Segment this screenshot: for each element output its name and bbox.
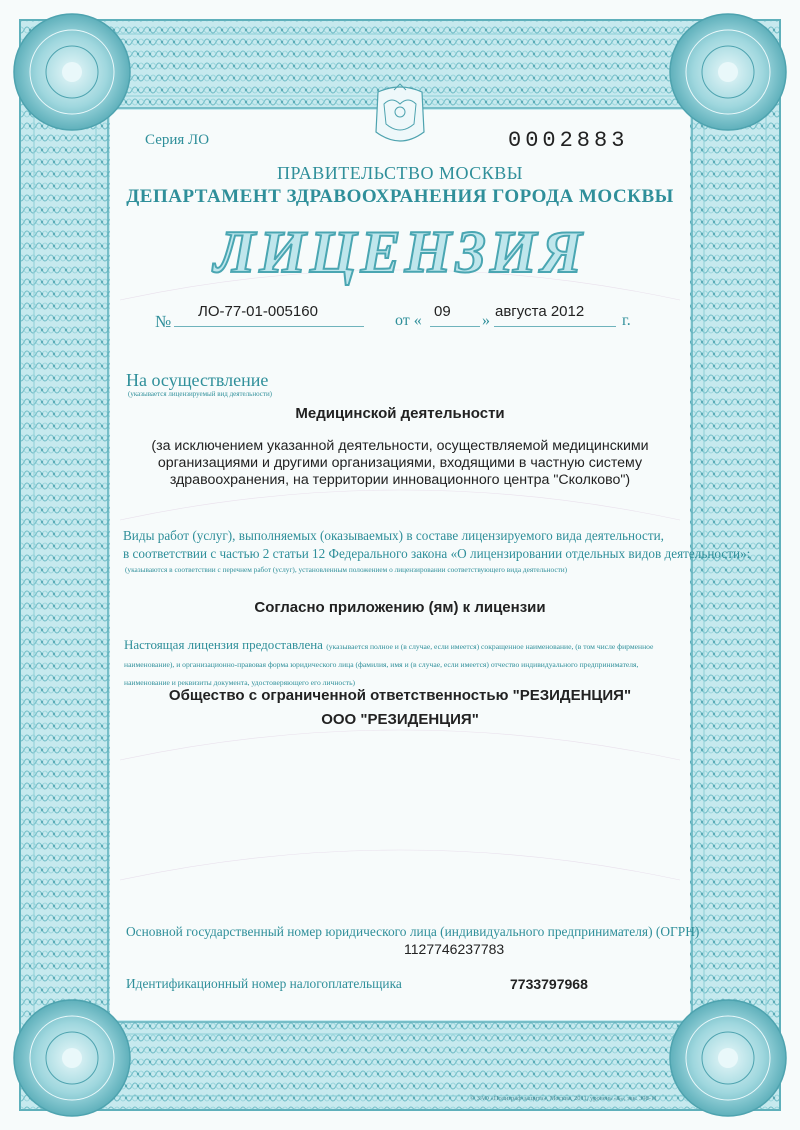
date-from-label: от « (395, 312, 422, 329)
licensee-label-block (124, 637, 684, 691)
corner-rosette-top-right (670, 14, 786, 130)
works-sublabel: (указываются в соответствии с перечнем работ (услуг), установленным положением о лицензировании соответствующего вида деятельности) (125, 565, 568, 574)
coat-of-arms-emblem (376, 84, 424, 141)
license-number: ЛО-77-01-005160 (198, 303, 318, 320)
year-suffix: г. (622, 312, 631, 329)
activity-value: Медицинской деятельности (295, 405, 505, 422)
number-underline (174, 326, 364, 327)
ogrn-label: Основной государственный номер юридического лица (индивидуального предпринимателя) (ОГРН) (126, 924, 700, 939)
form-number: 0002883 (508, 128, 629, 153)
corner-rosette-bottom-left (14, 1000, 130, 1116)
works-value: Согласно приложению (ям) к лицензии (254, 599, 546, 616)
department-name: ДЕПАРТАМЕНТ ЗДРАВООХРАНЕНИЯ ГОРОДА МОСКВЫ (126, 186, 674, 207)
inn-label: Идентификационный номер налогоплательщика (126, 976, 402, 991)
licensee-label: Настоящая лицензия предоставлена (124, 637, 323, 652)
printer-imprint: © ЗАО «Полиграф-защита», Москва, 2011, уровень «Б», зак. 398-11 (470, 1095, 658, 1102)
corner-rosette-top-left (14, 14, 130, 130)
organization-short-name: ООО "РЕЗИДЕНЦИЯ" (321, 711, 479, 728)
government-name: ПРАВИТЕЛЬСТВО МОСКВЫ (276, 163, 523, 183)
series-label: Серия ЛО (145, 132, 210, 148)
document-title: ЛИЦЕНЗИЯ (214, 219, 586, 285)
corner-rosette-bottom-right (670, 1000, 786, 1116)
licensee-sublabel: (указывается полное и (в случае, если имеется) сокращенное наименование, (в том числе фирменное наименование), и организационно-правовая форма юридического лица (фамилия, имя и (в случае, если имеется) отчество индивидуального предпринимателя, наименование и реквизиты документа, удостоверяющего его личность) (124, 642, 654, 687)
month-underline (494, 326, 616, 327)
day-underline (430, 326, 480, 327)
ogrn-value: 1127746237783 (404, 941, 505, 957)
activity-note: (за исключением указанной деятельности, осуществляемой медицинскими организациями и другими организациями, входящими в частную систему здравоохранения, на территории инновационного центра "Сколково") (151, 438, 649, 488)
date-quote-close: » (482, 312, 490, 329)
activity-label: На осуществление (126, 370, 269, 390)
works-label-line-2: в соответствии с частью 2 статьи 12 Федерального закона «О лицензировании отдельных видов деятельности»: (123, 546, 751, 561)
works-label-line-1: Виды работ (услуг), выполняемых (оказываемых) в составе лицензируемого вида деятельности, (123, 528, 664, 543)
license-month-year: августа 2012 (495, 303, 585, 320)
inn-value: 7733797968 (510, 976, 588, 992)
works-label (123, 527, 750, 563)
license-day: 09 (434, 303, 451, 320)
organization-full-name: Общество с ограниченной ответственностью "РЕЗИДЕНЦИЯ" (168, 687, 632, 704)
activity-sublabel: (указывается лицензируемый вид деятельности) (128, 390, 273, 398)
number-sign: № (155, 312, 172, 331)
